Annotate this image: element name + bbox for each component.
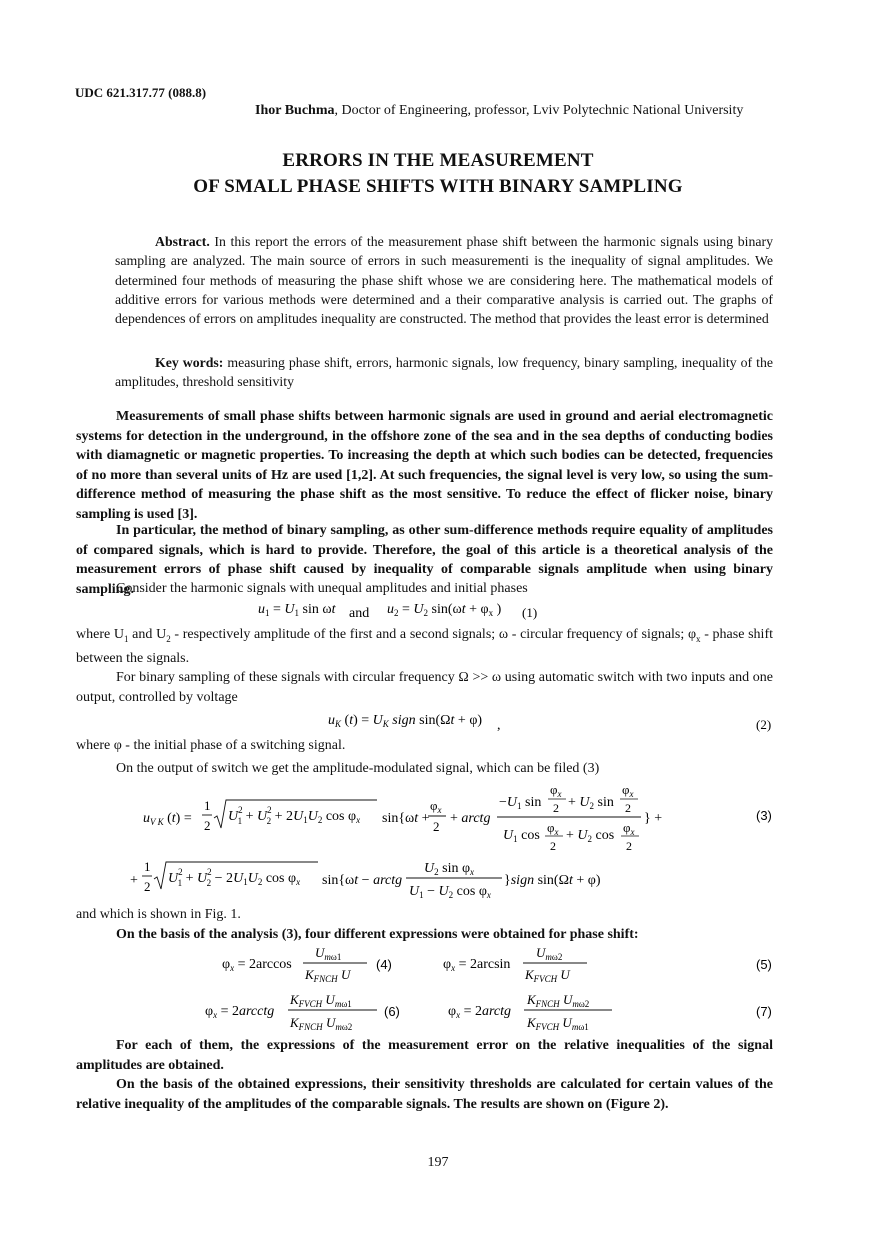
equations-4-7 bbox=[0, 940, 876, 1035]
svg-text:φx = 2arctg: $\varphi_x$ = 2arctg bbox=[448, 1004, 512, 1020]
svg-text:Umω1: $U_m\omega 1$ bbox=[315, 945, 342, 962]
svg-text:+ U2 cos: + $U_2$ cos bbox=[566, 828, 615, 844]
svg-text:φx: $\varphi_x$ bbox=[623, 820, 635, 837]
svg-text:1: 1 bbox=[204, 798, 211, 813]
svg-text:+: + bbox=[130, 873, 138, 888]
eq2-label: (2) bbox=[756, 717, 772, 732]
eq6-label: (6) bbox=[384, 1004, 400, 1019]
author-line bbox=[255, 103, 743, 119]
eq3-label: (3) bbox=[756, 808, 772, 823]
binary-sampling-paragraph: For binary sampling of these signals with circular frequency Ω >> ω using automatic switch with two inputs and one output, controlled by voltage bbox=[76, 670, 773, 705]
svg-text:φx = 2arcctg: $\varphi_x$ = 2arcctg bbox=[205, 1004, 275, 1020]
keywords-lead: Key words: bbox=[155, 355, 224, 370]
svg-text:1: 1 bbox=[144, 859, 151, 874]
svg-text:φx: $\varphi_x$ bbox=[430, 798, 442, 815]
svg-text:uV K (t) =: $u_{V K}$ (t) = bbox=[143, 811, 192, 827]
svg-text:KFVCH Umω1: $K_{FVCH}$ $U_m\omega 1$ bbox=[290, 992, 352, 1009]
svg-text:U2 sin φx: $U_2$ $\sin \varphi_x$ bbox=[424, 861, 475, 877]
equation-1 bbox=[0, 596, 876, 622]
svg-text:φx: $\varphi_x$ bbox=[550, 782, 562, 799]
eq1-rhs: $u_2 = U_2$ $\sin(\omega t + \varphi_x$ ) bbox=[387, 602, 502, 618]
eq7-label: (7) bbox=[756, 1004, 772, 1019]
intro-paragraph: Measurements of small phase shifts between harmonic signals are used in ground and aerial electromagnetic systems for detection in the underground, in the offshore zone of the sea and in the sea depths of conducting bodies with diamagnetic or magnetic properties. To increasing the depth at which such bodies can be detected, frequencies of no more than several units of Hz are used [1,2]. At such frequencies, the signal level is very low, so using the sum-difference method of measuring the phase shift as the most sensitive. To reduce the effect of flicker noise, binary sampling is used [3]. bbox=[76, 409, 773, 522]
eq5-label: (5) bbox=[756, 957, 772, 972]
svg-text:} +: } + bbox=[644, 811, 663, 826]
abstract-lead: Abstract. bbox=[155, 234, 210, 249]
svg-text:+ arctg: + arctg bbox=[450, 811, 491, 826]
svg-text:2: 2 bbox=[433, 819, 440, 834]
eq4-label: (4) bbox=[376, 957, 392, 972]
eq2-body: $u_K$ $(t) = U_K$ sign sin(Ωt + φ) bbox=[328, 713, 483, 729]
svg-text:U1 cos: $U_1$ cos bbox=[503, 828, 540, 844]
svg-text:sin{ωt +: sin{ωt + bbox=[382, 811, 430, 826]
switch-output-line: On the output of switch we get the amplitude-modulated signal, which can be filed (3) bbox=[116, 761, 600, 776]
svg-text:2: 2 bbox=[204, 818, 211, 833]
error-expressions-paragraph: For each of them, the expressions of the measurement error on the relative inequalities of the signal amplitudes are obtained. bbox=[76, 1038, 773, 1073]
author-affiliation: , Doctor of Engineering, professor, Lviv Polytechnic National University bbox=[334, 103, 744, 118]
consider-line: Consider the harmonic signals with unequal amplitudes and initial phases bbox=[116, 581, 528, 596]
svg-text:KFNCH Umω2: $K_{FNCH}$ $U_m\omega 2$ bbox=[290, 1015, 353, 1032]
svg-text:U21 + U22 − 2U1U2 cos φx: $U^2$ $1 + U^2$ $2 - 2U_1U_2$ $\cos \varphi_x$ bbox=[168, 867, 301, 888]
svg-text:sin{ωt − arctg: sin{ωt − arctg bbox=[322, 873, 403, 888]
goal-paragraph: In particular, the method of binary sampling, as other sum-difference methods require equality of amplitudes of compared signals, which is hard to provide. Therefore, the goal of this article is a theoretical analysis of the measurement errors of phase shift caused by inequality of comparable signals amplitude when using binary sampling. bbox=[76, 523, 773, 597]
abstract bbox=[115, 232, 773, 328]
page-number: 197 bbox=[427, 1155, 449, 1170]
svg-text:2: 2 bbox=[144, 879, 151, 894]
title-line-2: OF SMALL PHASE SHIFTS WITH BINARY SAMPLING bbox=[193, 176, 683, 197]
svg-text:,: , bbox=[497, 718, 501, 733]
svg-text:KFNCH Umω2: $K_{FNCH}$ $U_m\omega 2$ bbox=[527, 992, 590, 1009]
svg-text:+ U2 sin: + $U_2$ sin bbox=[568, 795, 614, 811]
svg-text:KFVCH U: $K_{FVCH}$ U bbox=[525, 967, 570, 984]
sensitivity-paragraph: On the basis of the obtained expressions, their sensitivity thresholds are calculated for certain values of the relative inequality of the amplitudes of the comparable signals. The results are shown on (Figure 2). bbox=[76, 1077, 773, 1112]
eq1-label: (1) bbox=[522, 605, 538, 620]
where-phi-line: where φ - the initial phase of a switching signal. bbox=[76, 738, 346, 753]
keywords bbox=[115, 353, 773, 392]
svg-text:2: 2 bbox=[553, 801, 559, 815]
equation-3 bbox=[0, 780, 876, 905]
svg-text:φx: $\varphi_x$ bbox=[622, 782, 634, 799]
basis-paragraph: On the basis of the analysis (3), four different expressions were obtained for phase shift: bbox=[116, 927, 639, 942]
where-symbols: where $U_1$ and $U_2$ - respectively amplitude of the first and a second signals; ω - circular frequency of signals; $\varphi_x$ - phase shift between the signals. bbox=[76, 627, 773, 667]
title-line-1: ERRORS IN THE MEASUREMENT bbox=[282, 150, 594, 171]
svg-text:}sign sin(Ωt + φ): }sign sin(Ωt + φ) bbox=[504, 873, 601, 888]
keywords-text: measuring phase shift, errors, harmonic signals, low frequency, binary sampling, inequality of the amplitudes, threshold sensitivity bbox=[115, 355, 773, 390]
abstract-text: In this report the errors of the measurement phase shift between the harmonic signals using binary sampling are analyzed. The main source of errors in such measurementi is the inequality of signal amplitudes. We determined four methods of measuring the phase shift whose we are considering here. The mathematical models of additive errors for various methods were determined and a their comparative analysis is carried out. The graphs of dependences of errors on amplitudes inequality are constructed. The method that provides the least error is determined bbox=[115, 234, 773, 327]
equation-2 bbox=[0, 708, 876, 734]
svg-text:−U1 sin: $-U_1$ sin bbox=[499, 795, 542, 811]
fig1-reference: and which is shown in Fig. 1. bbox=[76, 907, 241, 922]
svg-text:U21 + U22 + 2U1U2 cos φx: $U^2$ $1 + U^2$ $2 + 2U_1U_2$ $\cos \varphi_x$ bbox=[228, 805, 361, 826]
svg-text:U1 − U2 cos φx: $U_1 - U_2$ $\cos \varphi_x$ bbox=[409, 884, 491, 900]
svg-text:2: 2 bbox=[625, 801, 631, 815]
svg-text:2: 2 bbox=[550, 839, 556, 853]
svg-text:Umω2: $U_m\omega 2$ bbox=[536, 945, 563, 962]
svg-text:KFNCH U: $K_{FNCH}$ U bbox=[305, 967, 351, 984]
svg-text:φx = 2arccos: $\varphi_x = 2\arccos$ bbox=[222, 957, 292, 973]
svg-text:φx = 2arcsin: $\varphi_x = 2\arcsin$ bbox=[443, 957, 511, 973]
svg-text:φx: $\varphi_x$ bbox=[547, 820, 559, 837]
udc-code: UDC 621.317.77 (088.8) bbox=[75, 85, 207, 100]
author-name: Ihor Buchma bbox=[255, 103, 335, 118]
svg-text:2: 2 bbox=[626, 839, 632, 853]
eq1-lhs: $u_1 = U_1$ sin ωt bbox=[258, 602, 336, 618]
eq1-and: and bbox=[349, 606, 370, 621]
svg-text:KFVCH Umω1: $K_{FVCH}$ $U_m\omega 1$ bbox=[527, 1015, 589, 1032]
